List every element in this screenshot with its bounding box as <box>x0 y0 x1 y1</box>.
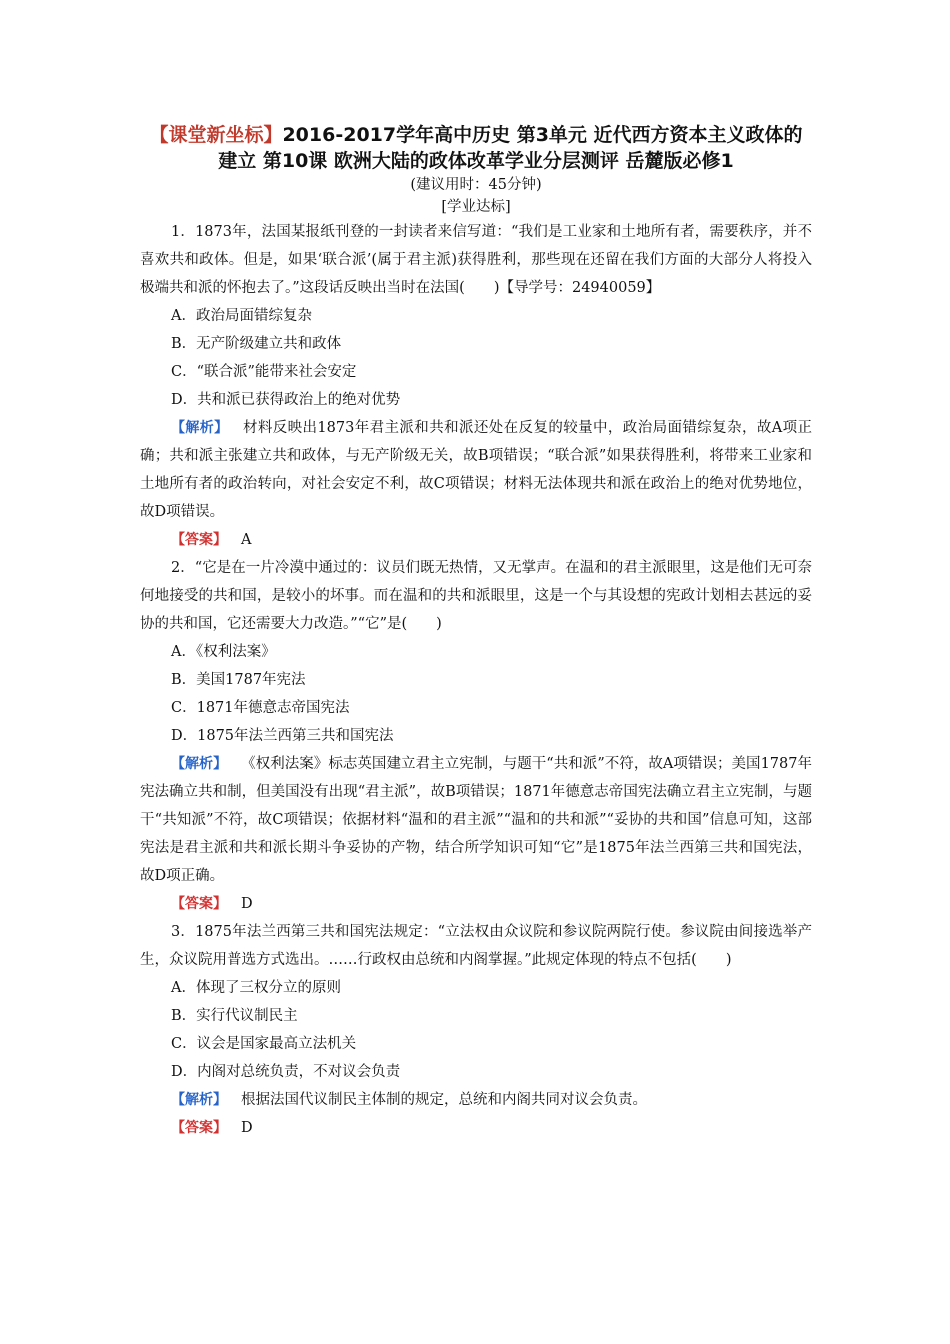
analysis-block <box>140 414 812 526</box>
analysis-text: 根据法国代议制民主体制的规定，总统和内阁共同对议会负责。 <box>241 1092 647 1108</box>
analysis-label: 【解析】 <box>171 1092 227 1108</box>
answer-label: 【答案】 <box>171 1120 227 1136</box>
answer-label: 【答案】 <box>171 896 227 912</box>
answer-text: A <box>241 532 252 548</box>
answer-text: D <box>241 1120 253 1136</box>
title-text: 2016-2017学年高中历史 第3单元 近代西方资本主义政体的建立 第10课 欧洲大陆的政体改革学业分层测评 岳麓版必修1 <box>218 124 803 172</box>
answer-text: D <box>241 896 253 912</box>
question-stem: 1．1873年，法国某报纸刊登的一封读者来信写道：“我们是工业家和土地所有者，需要秩序，并不喜欢共和政体。但是，如果‘联合派’(属于君主派)获得胜利，那些现在还留在我们方面的大部分人将投入极端共和派的怀抱去了。”这段话反映出当时在法国( )【导学号：24940059】 <box>140 224 812 296</box>
answer-label: 【答案】 <box>171 532 227 548</box>
option-a: A．政治局面错综复杂 <box>171 308 312 324</box>
option-b: B．无产阶级建立共和政体 <box>171 336 342 352</box>
analysis-block <box>140 1086 812 1114</box>
analysis-text: 《权利法案》标志英国建立君主立宪制，与题干“共和派”不符，故A项错误；美国1787年宪法确立共和制，但美国没有出现“君主派”，故B项错误；1871年德意志帝国宪法确立君主立宪制，与题干“共知派”不符，故C项错误；依据材料“温和的君主派”“温和的共和派”“妥协的共和国”信息可知，这部宪法是君主派和共和派长期斗争妥协的产物，结合所学知识可知“它”是1875年法兰西第三共和国宪法，故D项正确。 <box>140 756 812 884</box>
question-3 <box>140 918 812 1142</box>
option-a: A．体现了三权分立的原则 <box>171 980 341 996</box>
option-c: C．议会是国家最高立法机关 <box>171 1036 357 1052</box>
option-a: A．《权利法案》 <box>171 644 276 660</box>
document-page <box>140 122 812 1142</box>
question-stem: 3．1875年法兰西第三共和国宪法规定：“立法权由众议院和参议院两院行使。参议院由间接选举产生，众议院用普选方式选出。……行政权由总统和内阁掌握。”此规定体现的特点不包括( ) <box>140 924 812 968</box>
question-1 <box>140 218 812 554</box>
title-source-label: 【课堂新坐标】 <box>149 124 283 146</box>
analysis-label: 【解析】 <box>171 420 229 436</box>
option-b: B．实行代议制民主 <box>171 1008 298 1024</box>
option-d: D．共和派已获得政治上的绝对优势 <box>171 392 401 408</box>
analysis-block <box>140 750 812 890</box>
answer-block <box>140 526 812 554</box>
option-c: C．“联合派”能带来社会安定 <box>171 364 357 380</box>
question-2 <box>140 554 812 918</box>
analysis-text: 材料反映出1873年君主派和共和派还处在反复的较量中，政治局面错综复杂，故A项正确；共和派主张建立共和政体，与无产阶级无关，故B项错误；“联合派”如果获得胜利，将带来工业家和土地所有者的政治转向，对社会安定不利，故C项错误；材料无法体现共和派在政治上的绝对优势地位，故D项错误。 <box>140 420 812 520</box>
section-label: [学业达标] <box>441 199 511 215</box>
analysis-label: 【解析】 <box>171 756 228 772</box>
answer-block <box>140 890 812 918</box>
option-c: C．1871年德意志帝国宪法 <box>171 700 350 716</box>
document-title <box>140 122 812 174</box>
option-d: D．1875年法兰西第三共和国宪法 <box>171 728 394 744</box>
option-b: B．美国1787年宪法 <box>171 672 306 688</box>
option-d: D．内阁对总统负责，不对议会负责 <box>171 1064 401 1080</box>
answer-block <box>140 1114 812 1142</box>
question-stem: 2．“它是在一片冷漠中通过的：议员们既无热情，又无掌声。在温和的君主派眼里，这是他们无可奈何地接受的共和国，是较小的坏事。而在温和的共和派眼里，这是一个与其设想的宪政计划相去甚远的妥协的共和国，它还需要大力改造。”“它”是( ) <box>140 560 812 632</box>
suggested-time: (建议用时：45分钟) <box>410 177 542 193</box>
